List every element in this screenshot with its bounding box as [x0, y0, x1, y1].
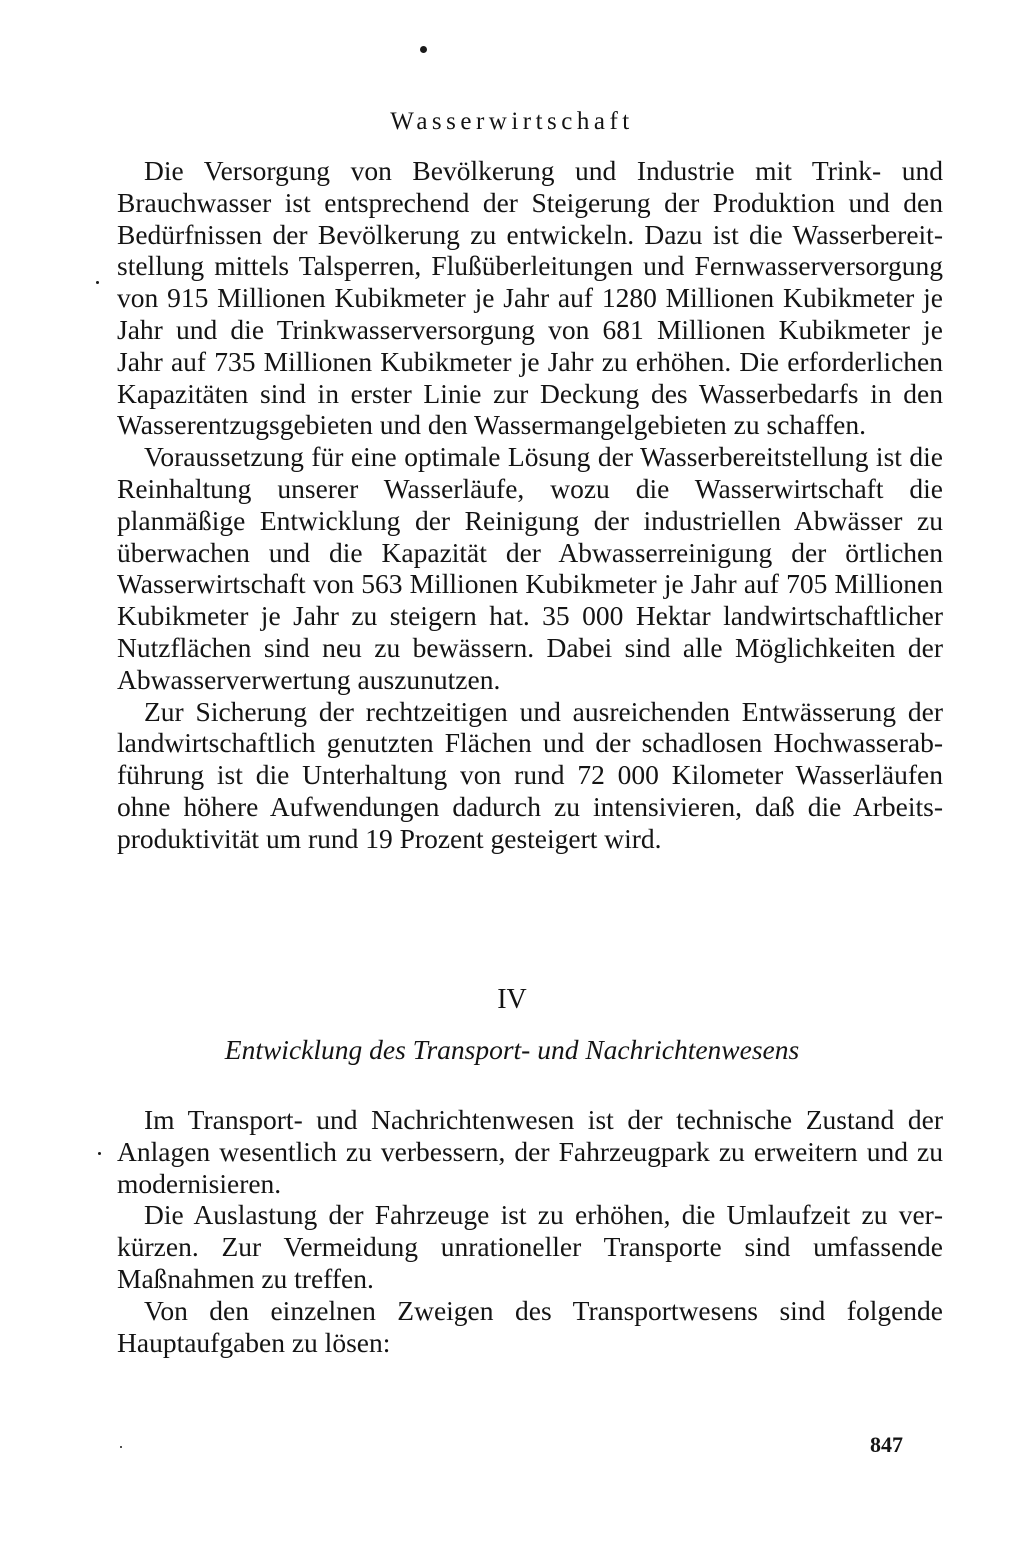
- paragraph: Voraussetzung für eine optimale Lösung der Wasserbereitstellung ist die Reinhaltung unserer Wasserläufe, wozu die Wasserwirtschaft die planmäßige Entwicklung der Reinigung der industriellen Abwässer zu überwachen und die Kapazität der Abwasserreinigung der örtlichen Wasserwirtschaft von 563 Millionen Kubikmeter je Jahr auf 705 Millionen Kubikmeter je Jahr zu steigern hat. 35 000 Hektar landwirtschaftlicher Nutzflächen sind neu zu bewässern. Dabei sind alle Möglichkeiten der Abwasserverwertung auszunutzen.: [117, 441, 943, 695]
- chapter-body: [117, 1104, 943, 1358]
- ink-speck: [98, 1152, 101, 1155]
- ink-speck: [96, 281, 99, 284]
- paragraph: Die Versorgung von Bevölkerung und Industrie mit Trink- und Brauchwasser ist entsprechend der Steigerung der Produktion und den Bedürfnissen der Bevölkerung zu entwickeln. Dazu ist die Wasserbereitstellung mittels Talsperren, Flußüberleitungen und Fernwasserversorgung von 915 Millionen Kubikmeter je Jahr auf 1280 Millionen Kubikmeter je Jahr und die Trinkwasserversorgung von 681 Millionen Kubikmeter je Jahr auf 735 Millionen Kubikmeter je Jahr zu erhöhen. Die erforderlichen Kapazitäten sind in erster Linie zur Deckung des Wasserbedarfs in den Wasserentzugsgebieten und den Wassermangelgebieten zu schaffen.: [117, 155, 943, 441]
- chapter-title: Entwicklung des Transport- und Nachrichtenwesens: [224, 1034, 800, 1065]
- section-body: [117, 155, 943, 855]
- paragraph: Von den einzelnen Zweigen des Transportwesens sind folgende Hauptaufgaben zu lösen:: [117, 1294, 943, 1358]
- paragraph: Im Transport- und Nachrichtenwesen ist der technische Zustand der Anlagen wesentlich zu verbessern, der Fahrzeugpark zu erweitern und zu modernisieren.: [117, 1104, 943, 1199]
- section-heading: Wasserwirtschaft: [390, 108, 634, 135]
- ink-dot: [420, 46, 427, 53]
- page-number: 847: [870, 1432, 903, 1457]
- ink-speck: [120, 1446, 122, 1448]
- chapter-number: IV: [497, 984, 527, 1015]
- paragraph: Zur Sicherung der rechtzeitigen und ausreichenden Entwässerung der landwirtschaftlich genutzten Flächen und der schadlosen Hochwasserabführung ist die Unterhaltung von rund 72 000 Kilometer Wasserläufen ohne höhere Aufwendungen dadurch zu intensivieren, daß die Arbeitsproduktivität um rund 19 Prozent gesteigert wird.: [117, 695, 943, 854]
- paragraph: Die Auslastung der Fahrzeuge ist zu erhöhen, die Umlaufzeit zu verkürzen. Zur Vermeidung unrationeller Transporte sind umfassende Maßnahmen zu treffen.: [117, 1199, 943, 1294]
